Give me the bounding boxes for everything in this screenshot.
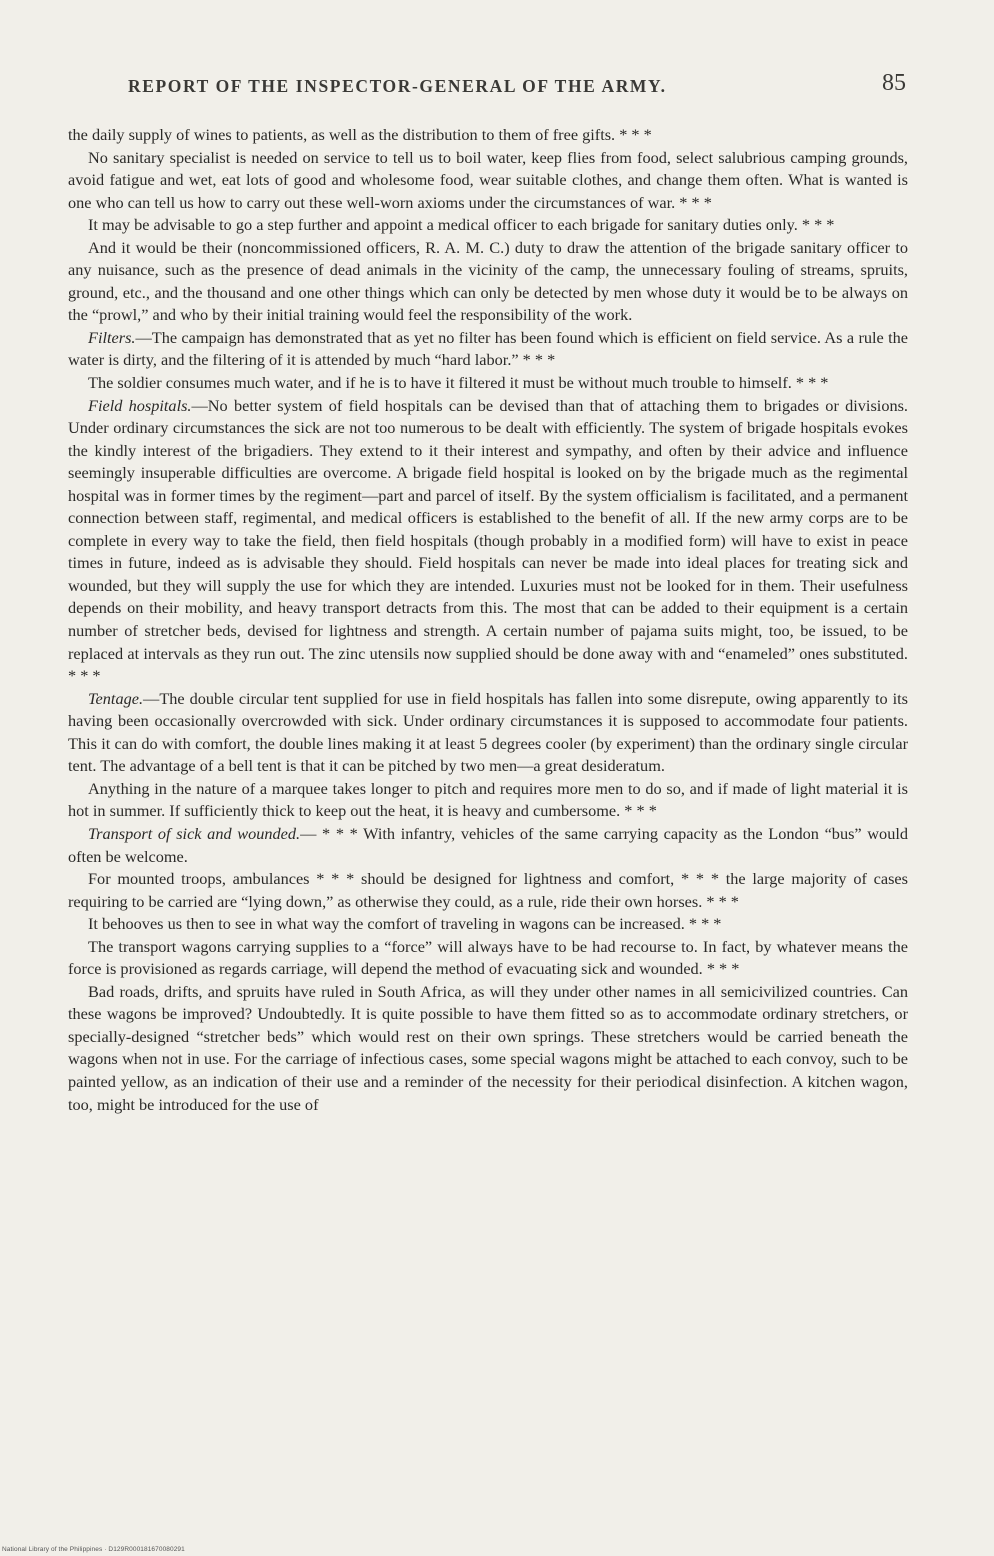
paragraph-text: It behooves us then to see in what way the comfort of traveling in wagons can be increased. * * * — [88, 914, 722, 934]
paragraph-text: —The campaign has demonstrated that as yet no filter has been found which is efficient on field service. As a rule the water is dirty, and the filtering of it is attended by much “hard labor.” * * * — [68, 327, 908, 370]
paragraph — [68, 981, 908, 1116]
paragraph — [68, 868, 908, 913]
paragraph-text: No sanitary specialist is needed on service to tell us to boil water, keep flies from food, select salubrious camping grounds, avoid fatigue and wet, eat lots of good and wholesome food, wear suitable clothes, and change them often. What is wanted is one who can tell us how to carry out these well-worn axioms under the circumstances of war. * * * — [68, 147, 908, 212]
report-body — [68, 124, 908, 1116]
section-heading-transport: Transport of sick and wounded. — [88, 823, 301, 843]
paragraph — [68, 237, 908, 327]
paragraph-text: Anything in the nature of a marquee takes longer to pitch and requires more men to do so, and if made of light material it is hot in summer. If sufficiently thick to keep out the heat, it is heavy and cumbersome. * * * — [68, 778, 908, 821]
running-title: REPORT OF THE INSPECTOR-GENERAL OF THE ARMY. — [128, 76, 667, 96]
section-heading-field-hospitals: Field hospitals. — [88, 395, 192, 415]
section-heading-filters: Filters. — [88, 327, 136, 347]
paragraph-field-hospitals — [68, 395, 908, 688]
paragraph-text: The transport wagons carrying supplies to a “force” will always have to be had recourse to. In fact, by whatever means the force is provisioned as regards carriage, will depend the method of evacuating sick and wounded. * * * — [68, 936, 908, 979]
paragraph — [68, 372, 908, 395]
section-heading-tentage: Tentage. — [88, 688, 144, 708]
paragraph-text: —The double circular tent supplied for use in field hospitals has fallen into some disrepute, owing apparently to its having been occasionally overcrowded with sick. Under ordinary circumstances it is supposed to accommodate four patients. This it can do with comfort, the double lines making it at least 5 degrees cooler (by experiment) than the ordinary single circular tent. The advantage of a bell tent is that it can be pitched by two men—a great desideratum. — [68, 688, 908, 776]
page-header — [128, 70, 906, 104]
paragraph-filters — [68, 327, 908, 372]
paragraph — [68, 913, 908, 936]
paragraph-text: And it would be their (noncommissioned officers, R. A. M. C.) duty to draw the attention of the brigade sanitary officer to any nuisance, such as the presence of dead animals in the vicinity of the camp, the unnecessary fouling of streams, spruits, ground, etc., and the thousand and one other things which can only be detected by men whose duty it would be to be always on the “prowl,” and who by their initial training would feel the responsibility of the work. — [68, 237, 908, 325]
paragraph-text: It may be advisable to go a step further and appoint a medical officer to each brigade for sanitary duties only. * * * — [88, 215, 835, 235]
paragraph — [68, 778, 908, 823]
paragraph — [68, 214, 908, 237]
paragraph-text: The soldier consumes much water, and if he is to have it filtered it must be without much trouble to himself. * * * — [88, 373, 829, 393]
paragraph-text: the daily supply of wines to patients, as well as the distribution to them of free gifts. * * * — [68, 125, 652, 144]
paragraph — [68, 936, 908, 981]
paragraph — [68, 124, 908, 147]
paragraph-tentage — [68, 688, 908, 778]
paragraph-text: —No better system of field hospitals can be devised than that of attaching them to brigades or divisions. Under ordinary circumstances the sick are not too numerous to be dealt with efficiently. The system of brigade hospitals evokes the kindly interest of the brigadiers. They extend to it their interest and sympathy, and often by their advice and influence seemingly insuperable difficulties are overcome. A brigade field hospital is looked on by the brigade much as the regimental hospital was in former times by the regiment—part and parcel of itself. By the system officialism is facilitated, and a permanent connection between staff, regimental, and medical officers is established to the benefit of all. If the new army corps are to be complete in every way to take the field, then field hospitals (though probably in a modified form) will have to exist in peace times in future, indeed as is advisable they should. Field hospitals can never be made into ideal places for treating sick and wounded, but they will supply the use for which they are intended. Luxuries must not be looked for in them. Their usefulness depends on their mobility, and heavy transport detracts from this. The most that can be added to their equipment is a certain number of stretcher beds, devised for lightness and strength. A certain number of pajama suits might, too, be issued, to be replaced at intervals as they run out. The zinc utensils now supplied should be done away with and “enameled” ones substituted. * * * — [68, 395, 909, 686]
paragraph — [68, 147, 908, 215]
paragraph-text: — * * * With infantry, vehicles of the same carrying capacity as the London “bus” would often be welcome. — [68, 823, 908, 866]
paragraph-text: For mounted troops, ambulances * * * should be designed for lightness and comfort, * * * the large majority of cases requiring to be carried are “lying down,” as otherwise they could, as a rule, ride their own horses. * * * — [68, 869, 908, 911]
page-number: 85 — [882, 70, 906, 96]
paragraph-transport — [68, 823, 908, 868]
scan-credit: National Library of the Philippines · D129R000181670080291 — [2, 1546, 185, 1553]
paragraph-text: Bad roads, drifts, and spruits have ruled in South Africa, as will they under other names in all semicivilized countries. Can these wagons be improved? Undoubtedly. It is quite possible to have them fitted so as to accommodate ordinary stretchers, or specially-designed “stretcher beds” which would rest on their own springs. These stretchers would be carried beneath the wagons when not in use. For the carriage of infectious cases, some special wagons might be attached to each convoy, such to be painted yellow, as an indication of their use and a reminder of the necessity for their periodical disinfection. A kitchen wagon, too, might be introduced for the use of — [68, 981, 908, 1114]
